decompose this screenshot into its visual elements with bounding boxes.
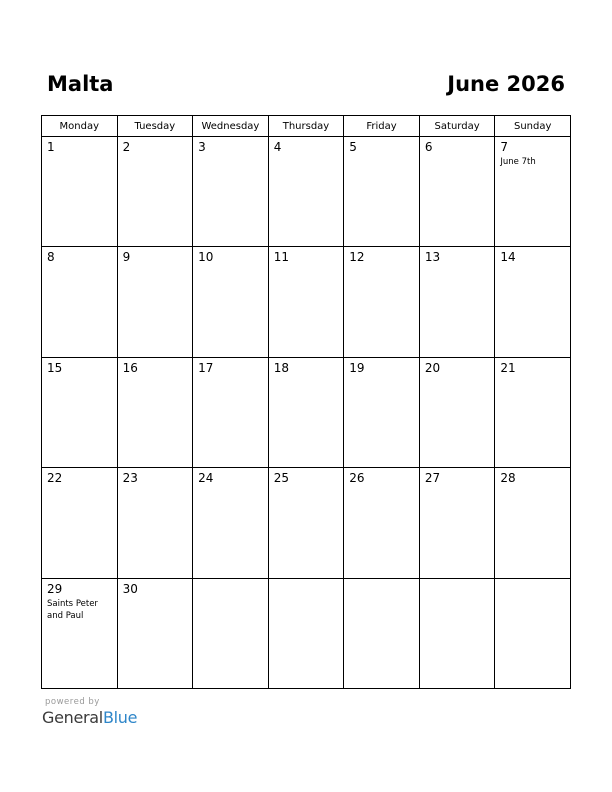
holiday-label — [118, 264, 193, 266]
holiday-label — [269, 264, 344, 266]
day-number: 26 — [349, 471, 365, 486]
holiday-label — [193, 264, 268, 266]
day-number: 21 — [500, 360, 516, 375]
day-number: 17 — [198, 360, 214, 375]
day-cell — [344, 578, 420, 688]
day-number: 9 — [122, 250, 131, 265]
holiday-label — [420, 582, 495, 584]
day-cell — [193, 578, 269, 688]
day-cell — [193, 247, 269, 357]
day-cell — [495, 468, 571, 578]
day-number: 24 — [198, 471, 214, 486]
week-row — [42, 137, 571, 247]
generalblue-logo[interactable] — [42, 708, 137, 728]
holiday-label — [42, 375, 117, 377]
holiday-label — [495, 264, 570, 266]
holiday-label — [269, 154, 344, 156]
day-number: 19 — [349, 360, 365, 375]
day-cell — [419, 247, 495, 357]
day-cell — [193, 357, 269, 467]
day-cell — [117, 137, 193, 247]
day-number: 4 — [273, 140, 282, 154]
day-cell — [42, 468, 118, 578]
holiday-label — [344, 485, 419, 487]
day-number: 16 — [122, 360, 138, 375]
day-number: 6 — [424, 140, 433, 154]
day-cell — [344, 247, 420, 357]
week-row — [42, 247, 571, 357]
day-cell — [344, 357, 420, 467]
day-cell — [419, 578, 495, 688]
day-cell — [495, 357, 571, 467]
weekday-header-row — [42, 116, 571, 137]
day-cell — [117, 247, 193, 357]
holiday-label — [420, 154, 495, 156]
holiday-label — [42, 485, 117, 487]
day-number: 14 — [500, 250, 516, 265]
day-cell — [42, 578, 118, 688]
day-cell — [268, 137, 344, 247]
holiday-label — [193, 375, 268, 377]
holiday-label — [420, 485, 495, 487]
holiday-label — [495, 582, 570, 584]
day-number: 5 — [349, 140, 357, 154]
holiday-label — [495, 485, 570, 487]
day-number: 10 — [198, 250, 214, 265]
day-cell — [495, 137, 571, 247]
day-number: 28 — [500, 471, 516, 486]
day-number: 29 — [47, 581, 63, 596]
week-row — [42, 357, 571, 467]
day-number: 22 — [47, 471, 63, 486]
day-number: 12 — [349, 250, 365, 265]
weekday-header-friday: Friday — [344, 116, 420, 137]
day-number: 7 — [500, 140, 509, 154]
day-number: 15 — [47, 360, 63, 375]
day-cell — [268, 357, 344, 467]
week-row — [42, 468, 571, 578]
holiday-label — [269, 485, 344, 487]
day-number: 11 — [273, 250, 289, 265]
day-number: 20 — [424, 360, 441, 375]
holiday-label — [193, 582, 268, 584]
day-number: 18 — [273, 360, 289, 375]
day-number: 27 — [424, 471, 441, 486]
day-cell — [344, 468, 420, 578]
day-cell — [419, 468, 495, 578]
holiday-label — [344, 264, 419, 266]
day-number: 3 — [198, 140, 206, 154]
holiday-label — [269, 582, 344, 584]
country-title: Malta — [47, 72, 114, 96]
holiday-label — [118, 485, 193, 487]
weekday-header-sunday: Sunday — [495, 116, 571, 137]
day-cell — [268, 468, 344, 578]
weekday-header-thursday: Thursday — [268, 116, 344, 137]
holiday-label — [269, 375, 344, 377]
holiday-label — [42, 154, 117, 156]
brand-name-part2: Blue — [102, 708, 138, 727]
day-cell — [193, 137, 269, 247]
week-row — [42, 578, 571, 688]
day-number: 30 — [122, 581, 138, 596]
day-number: 13 — [424, 250, 441, 265]
weekday-header-tuesday: Tuesday — [117, 116, 193, 137]
day-cell — [42, 247, 118, 357]
holiday-label: June 7th — [500, 157, 536, 167]
powered-by-text: powered by — [45, 697, 100, 707]
day-number: 1 — [47, 140, 55, 154]
day-cell — [268, 247, 344, 357]
weekday-header-wednesday: Wednesday — [193, 116, 269, 137]
holiday-label — [344, 375, 419, 377]
day-cell — [42, 357, 118, 467]
holiday-label — [42, 264, 117, 266]
day-cell — [495, 247, 571, 357]
month-year-title: June 2026 — [447, 72, 565, 96]
calendar-grid — [41, 115, 571, 689]
day-cell — [268, 578, 344, 688]
holiday-label — [118, 596, 193, 598]
holiday-label — [344, 582, 419, 584]
day-number: 25 — [273, 471, 289, 486]
day-cell — [193, 468, 269, 578]
day-cell — [117, 578, 193, 688]
holiday-label — [420, 264, 495, 266]
brand-name-part1: General — [42, 708, 103, 727]
holiday-label: Saints Peter and Paul — [47, 598, 98, 621]
day-cell — [419, 357, 495, 467]
day-cell — [117, 468, 193, 578]
day-cell — [419, 137, 495, 247]
footer-branding — [42, 697, 137, 728]
day-number: 23 — [122, 471, 138, 486]
holiday-label — [118, 375, 193, 377]
weekday-header-saturday: Saturday — [419, 116, 495, 137]
day-cell — [42, 137, 118, 247]
day-cell — [495, 578, 571, 688]
holiday-label — [193, 154, 268, 156]
day-cell — [117, 357, 193, 467]
day-number: 8 — [47, 250, 55, 265]
holiday-label — [193, 485, 268, 487]
holiday-label — [344, 154, 419, 156]
holiday-label — [118, 154, 193, 156]
weekday-header-monday: Monday — [42, 116, 118, 137]
day-cell — [344, 137, 420, 247]
holiday-label — [420, 375, 495, 377]
holiday-label — [495, 375, 570, 377]
day-number: 2 — [122, 140, 131, 154]
